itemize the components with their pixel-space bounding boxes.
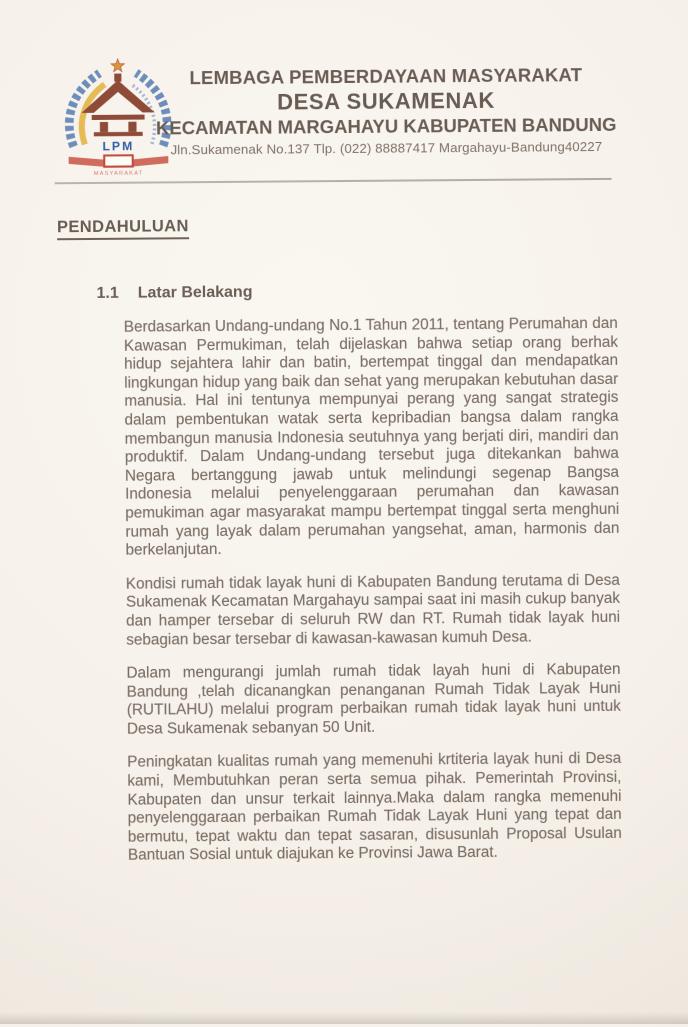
- section-number: 1.1: [96, 284, 119, 302]
- org-address: Jln.Sukamenak No.137 Tlp. (022) 88887417 Margahayu-Bandung40227: [170, 138, 603, 158]
- paragraph-2: Kondisi rumah tidak layak huni di Kabupaten Bandung terutama di Desa Sukamenak Kecamatan Margahayu sampai saat ini masih cukup banyak dan hamper tersebar di seluruh RW dan RT. Rumah tidak layak huni sebagian besar tersebar di kawasan-kawasan kumuh Desa.: [125, 571, 621, 649]
- paragraph-1: Berdasarkan Undang-undang No.1 Tahun 2011, tentang Perumahan dan Kawasan Permukiman, telah dijelaskan bahwa setiap orang berhak hidup sejahtera lahir dan batin, bertempat tinggal dan mendapatkan lingkungan hidup yang baik dan sehat yang merupakan kebutuhan dasar manusia. Hal ini tentunya mempunyai perang yang sangat strategis dalam pembentukan watak serta kepribadian bangsa dalam rangka membangun manusia Indonesia seutuhnya yang berjati diri, mandiri dan produktif. Dalam Undang-undang tersebut juga ditekankan bahwa Negara bertanggung jawab untuk melindungi segenap Bangsa Indonesia melalui penyelenggaraan perumahan dan kawasan pemukiman agar masyarakat mampu bertempat tinggal serta menghuni rumah yang layak dalam perumahan yangsehat, aman, harmonis dan berkelanjutan.: [123, 314, 620, 559]
- letterhead: [0, 0, 686, 177]
- org-name-line3: KECAMATAN MARGAHAYU KABUPATEN BANDUNG: [155, 113, 617, 139]
- section-heading: [96, 284, 252, 303]
- letterhead-divider: [55, 178, 612, 184]
- logo-ribbon-text: MASYARAKAT: [93, 170, 144, 177]
- paragraph-block: [124, 315, 622, 881]
- house-icon: [81, 73, 155, 136]
- org-name-line1: LEMBAGA PEMBERDAYAAN MASYARAKAT: [189, 64, 583, 89]
- org-name-line2: DESA SUKAMENAK: [277, 87, 496, 115]
- chapter-heading: PENDAHULUAN: [57, 217, 189, 240]
- logo-acronym: LPM: [102, 139, 135, 154]
- paragraph-4: Peningkatan kualitas rumah yang memenuhi krtiteria layak huni di Desa kami, Membutuhkan peran serta semua pihak. Pemerintah Provinsi, Kabupaten dan unsur terkait lainnya.Maka dalam rangka memenuhi penyelenggaraan perbaikan Rumah Tidak Layak Huni yang tepat dan bermutu, tepat waktu dan tepat sasaran, disusunlah Proposal Usulan Bantuan Sosial untuk diajukan ke Provinsi Jawa Barat.: [127, 750, 622, 865]
- section-title: Latar Belakang: [137, 283, 253, 302]
- star-icon: [111, 59, 125, 72]
- paragraph-3: Dalam mengurangi jumlah rumah tidak layah huni di Kabupaten Bandung ,telah dicanangkan penanganan Rumah Tidak Layak Huni (RUTILAHU) melalui program perbaikan rumah tidak layak huni untuk Desa Sukamenak sebanyan 50 Unit.: [126, 660, 621, 738]
- letterhead-text: [149, 64, 624, 158]
